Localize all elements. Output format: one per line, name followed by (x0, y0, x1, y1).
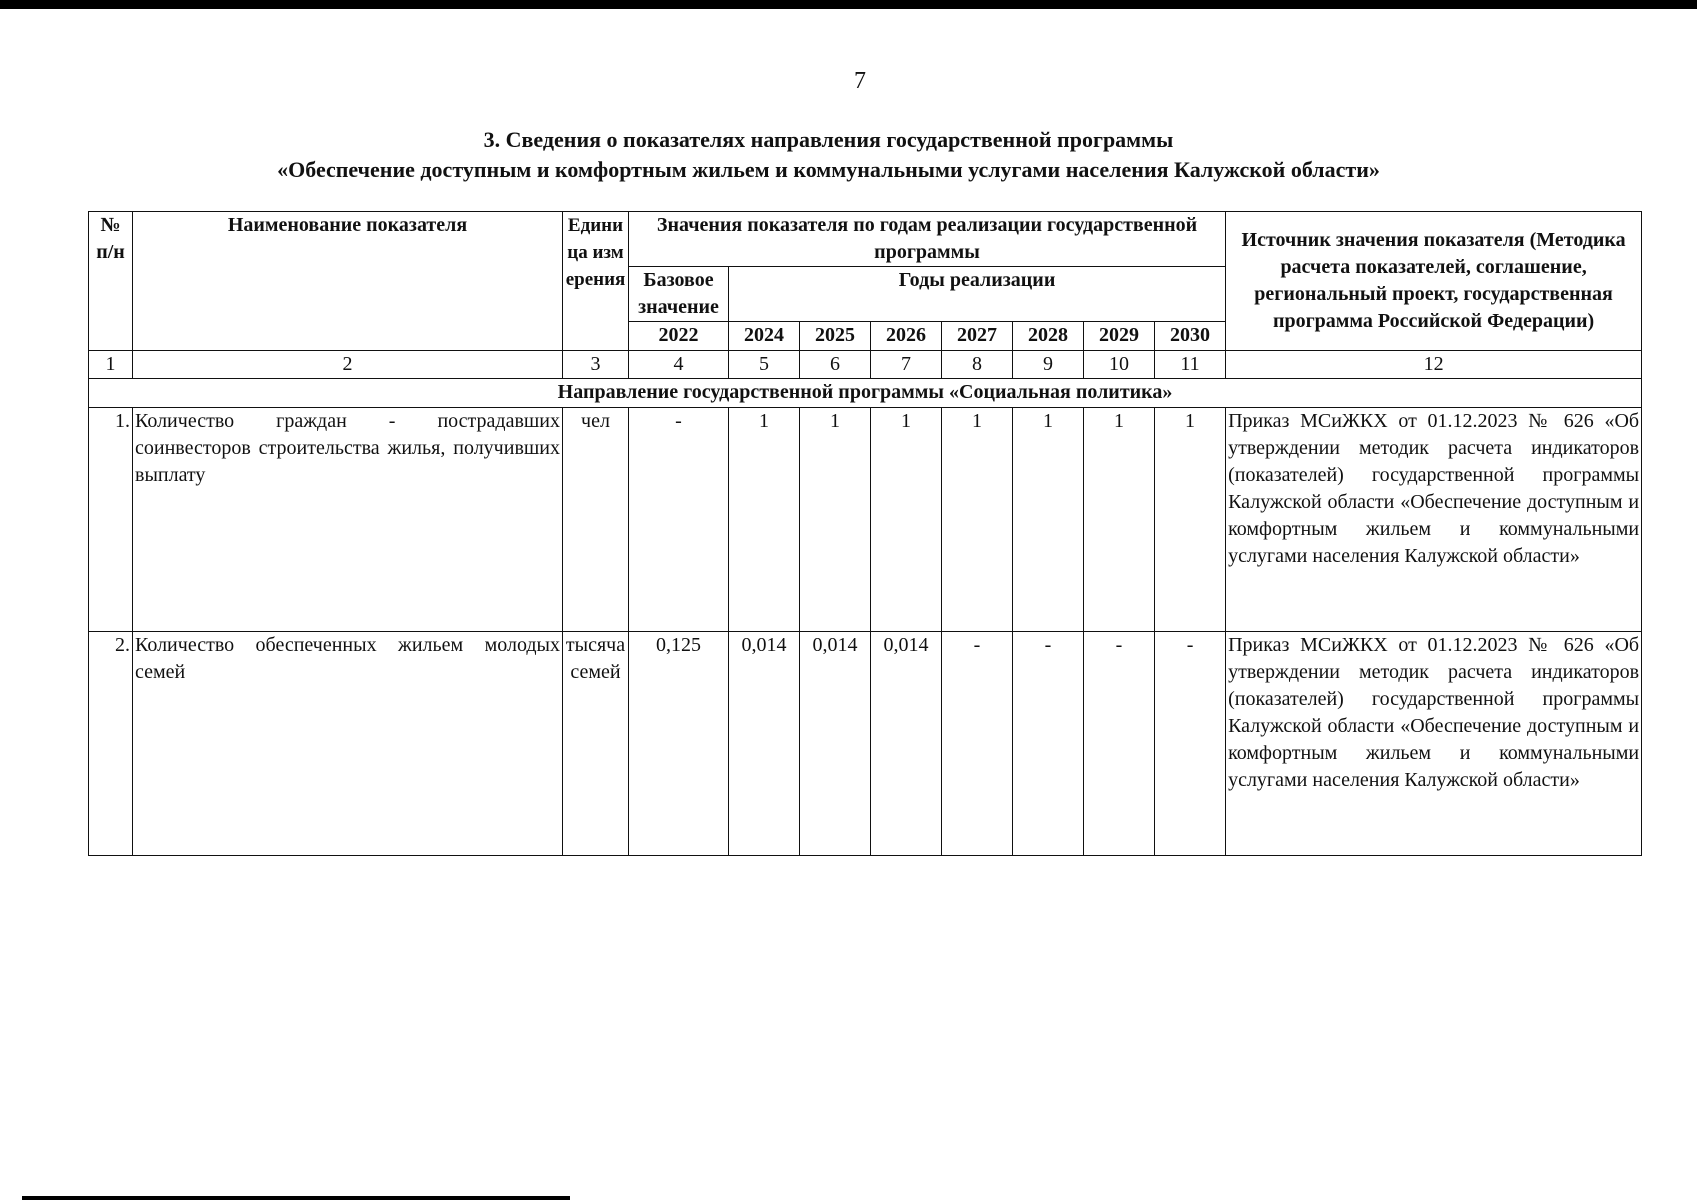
header-name: Наименование показателя (133, 212, 563, 351)
header-year: 2024 (729, 322, 800, 351)
bottom-rule (22, 1196, 570, 1200)
indicator-name: Количество обеспеченных жильем молодых семей (133, 632, 563, 856)
row-number: 1. (89, 408, 133, 632)
table-row (89, 632, 1642, 856)
document-title (0, 125, 1657, 185)
header-base: Базовое значение (629, 267, 729, 322)
year-value-cell: 1 (871, 408, 942, 632)
title-line-2: «Обеспечение доступным и комфортным жильем и коммунальными услугами населения Калужской области» (277, 157, 1380, 182)
column-number: 8 (942, 351, 1013, 379)
unit-cell: тысяча семей (563, 632, 629, 856)
header-base-year: 2022 (629, 322, 729, 351)
header-year: 2028 (1013, 322, 1084, 351)
header-values-group: Значения показателя по годам реализации государственной программы (629, 212, 1226, 267)
base-value-cell: 0,125 (629, 632, 729, 856)
table-row (89, 408, 1642, 632)
header-year: 2030 (1155, 322, 1226, 351)
year-value-cell: 1 (1084, 408, 1155, 632)
column-number: 5 (729, 351, 800, 379)
column-number: 4 (629, 351, 729, 379)
column-number: 9 (1013, 351, 1084, 379)
column-number: 12 (1226, 351, 1642, 379)
header-year: 2027 (942, 322, 1013, 351)
base-value-cell: - (629, 408, 729, 632)
year-value-cell: 0,014 (871, 632, 942, 856)
header-year: 2026 (871, 322, 942, 351)
column-number: 10 (1084, 351, 1155, 379)
year-value-cell: 1 (1155, 408, 1226, 632)
year-value-cell: - (942, 632, 1013, 856)
header-source: Источник значения показателя (Методика расчета показателей, соглашение, региональный проект, государственная программа Российской Федерации) (1226, 212, 1642, 351)
year-value-cell: - (1013, 632, 1084, 856)
header-year: 2029 (1084, 322, 1155, 351)
year-value-cell: 0,014 (729, 632, 800, 856)
year-value-cell: 1 (800, 408, 871, 632)
year-value-cell: 1 (1013, 408, 1084, 632)
header-unit: Единица измерения (563, 212, 629, 351)
title-line-1: 3. Сведения о показателях направления государственной программы (483, 127, 1174, 152)
column-number-row (89, 351, 1642, 379)
year-value-cell: 1 (729, 408, 800, 632)
page-number: 7 (854, 68, 866, 94)
header-num: № п/н (89, 212, 133, 351)
row-number: 2. (89, 632, 133, 856)
column-number: 1 (89, 351, 133, 379)
indicators-table (88, 211, 1642, 856)
unit-cell: чел (563, 408, 629, 632)
column-number: 6 (800, 351, 871, 379)
year-value-cell: - (1084, 632, 1155, 856)
year-value-cell: 0,014 (800, 632, 871, 856)
column-number: 11 (1155, 351, 1226, 379)
source-cell: Приказ МСиЖКХ от 01.12.2023 № 626 «Об утверждении методик расчета индикаторов (показателей) государственной программы Калужской области «Обеспечение доступным и комфортным жильем и коммунальными услугами населения Калужской области» (1226, 408, 1642, 632)
header-years-group: Годы реализации (729, 267, 1226, 322)
section-heading: Направление государственной программы «Социальная политика» (89, 379, 1642, 408)
header-year: 2025 (800, 322, 871, 351)
top-border (0, 0, 1697, 9)
column-number: 3 (563, 351, 629, 379)
year-value-cell: - (1155, 632, 1226, 856)
column-number: 2 (133, 351, 563, 379)
source-cell: Приказ МСиЖКХ от 01.12.2023 № 626 «Об утверждении методик расчета индикаторов (показателей) государственной программы Калужской области «Обеспечение доступным и комфортным жильем и коммунальными услугами населения Калужской области» (1226, 632, 1642, 856)
column-number: 7 (871, 351, 942, 379)
indicator-name: Количество граждан - пострадавших соинвесторов строительства жилья, получивших выплату (133, 408, 563, 632)
year-value-cell: 1 (942, 408, 1013, 632)
